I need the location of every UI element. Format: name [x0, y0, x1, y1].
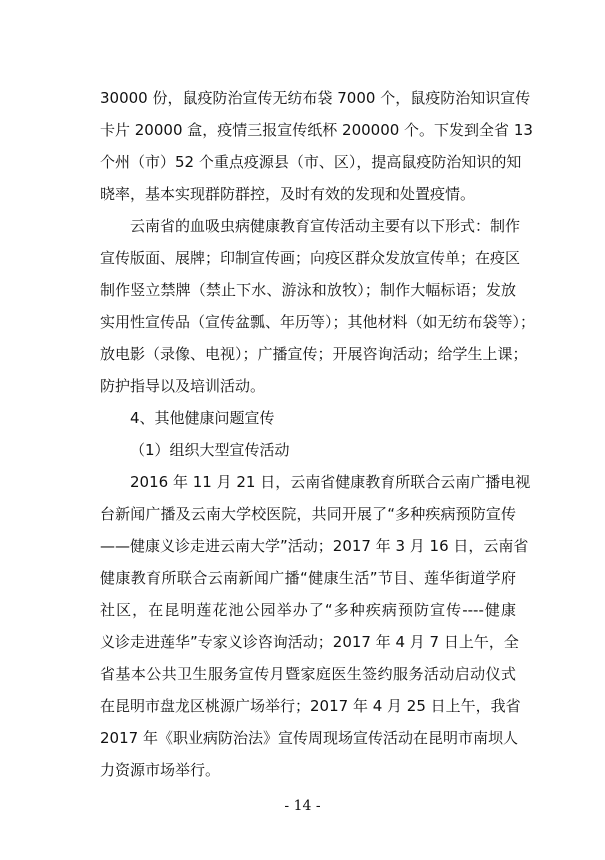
- paragraph-start-line: 2016 年 11 月 21 日，云南省健康教育所联合云南广播电视: [130, 473, 531, 491]
- text-line-9: 放电影（录像、电视）；广播宣传；开展咨询活动；给学生上课；: [100, 345, 528, 363]
- text-line-4: 晓率，基本实现群防群控，及时有效的发现和处置疫情。: [100, 185, 476, 203]
- page-number: - 14 -: [284, 798, 321, 814]
- paragraph-start-line: 云南省的血吸虫病健康教育宣传活动主要有以下形式：制作: [130, 217, 521, 235]
- text-line-18: 义诊走进莲华”专家义诊咨询活动；2017 年 4 月 7 日上午，全: [100, 633, 519, 651]
- text-line-2: 卡片 20000 盒，疫情三报宣传纸杯 200000 个。下发到全省 13: [100, 121, 533, 139]
- text-line-7: 制作竖立禁牌（禁止下水、游泳和放牧）；制作大幅标语；发放: [100, 281, 516, 299]
- subsection-heading: （1）组织大型宣传活动: [130, 441, 290, 459]
- text-line-22: 力资源市场举行。: [100, 761, 221, 779]
- text-line-10: 防护指导以及培训活动。: [100, 377, 266, 395]
- text-line-15: ——健康义诊走进云南大学”活动；2017 年 3 月 16 日，云南省: [100, 537, 529, 555]
- text-line-8: 实用性宣传品（宣传盆瓢、年历等）；其他材料（如无纺布袋等）；: [100, 313, 536, 331]
- text-line-14: 台新闻广播及云南大学校医院，共同开展了“多种疾病预防宣传: [100, 505, 516, 523]
- text-line-1: 30000 份，鼠疫防治宣传无纺布袋 7000 个，鼠疫防治知识宣传: [100, 89, 531, 107]
- text-line-19: 省基本公共卫生服务宣传月暨家庭医生签约服务活动启动仪式: [100, 665, 516, 683]
- text-line-16: 健康教育所联合云南新闻广播“健康生活”节目、莲华街道学府: [100, 569, 516, 587]
- text-line-20: 在昆明市盘龙区桃源广场举行；2017 年 4 月 25 日上午，我省: [100, 697, 521, 715]
- text-line-21: 2017 年《职业病防治法》宣传周现场宣传活动在昆明市南坝人: [100, 729, 518, 747]
- text-line-3: 个州（市）52 个重点疫源县（市、区），提高鼠疫防治知识的知: [100, 153, 522, 171]
- text-line-6: 宣传版面、展牌；印制宣传画；向疫区群众发放宣传单；在疫区: [100, 249, 521, 267]
- section-heading: 4、其他健康问题宣传: [130, 409, 275, 427]
- text-line-17: 社区，在昆明莲花池公园举办了“多种疾病预防宣传----健康: [100, 601, 516, 619]
